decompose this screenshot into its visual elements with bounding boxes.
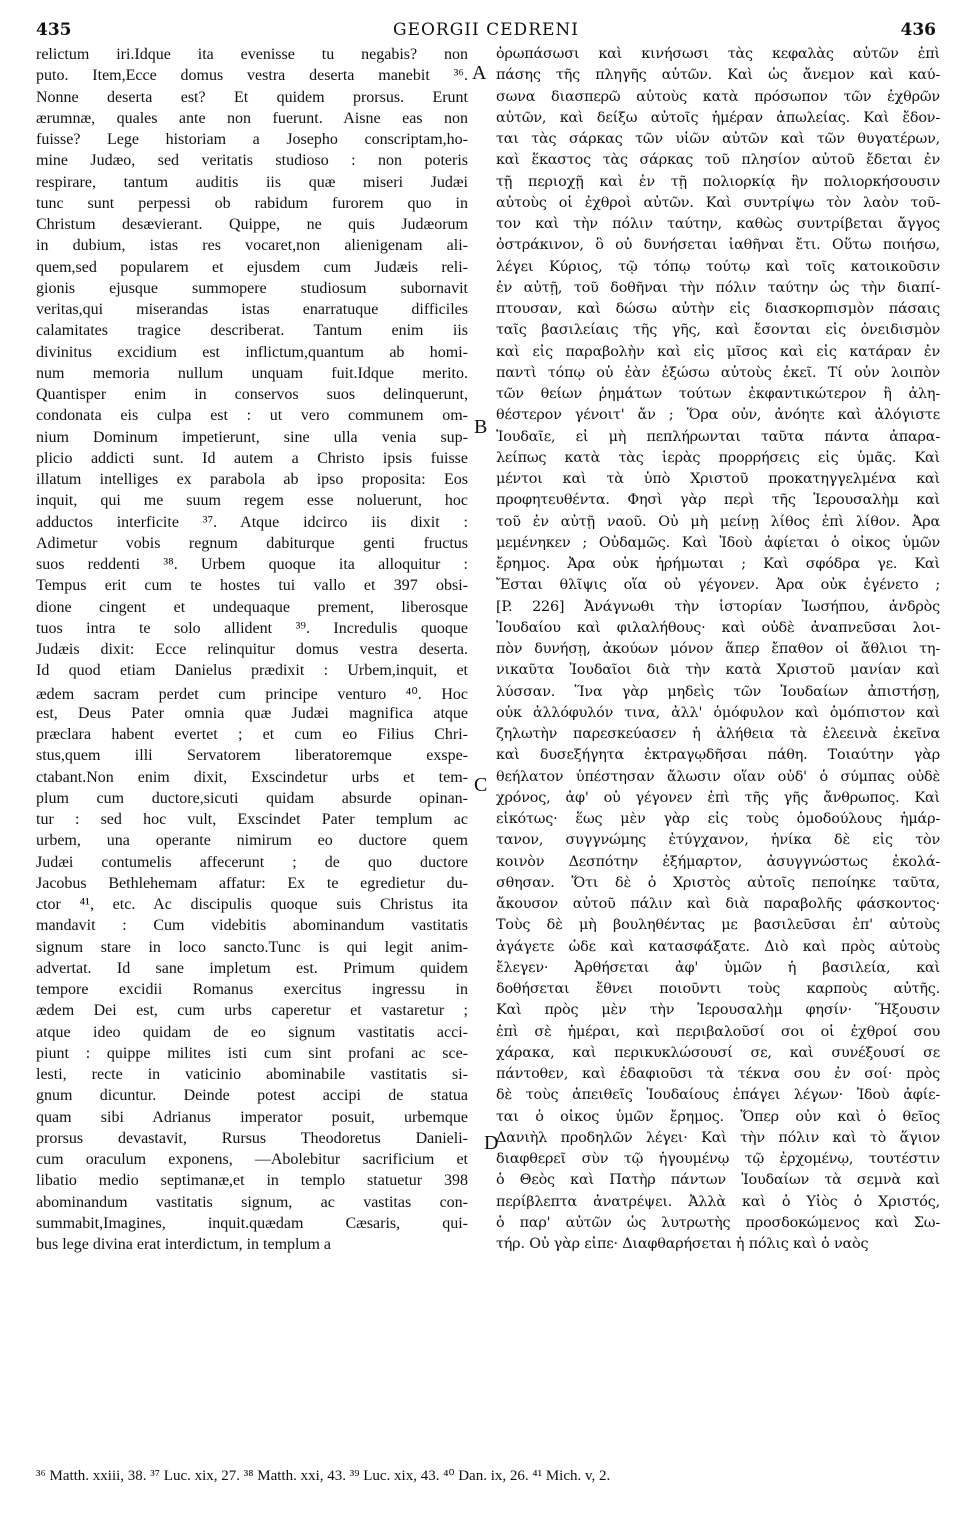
greek-text-line: ἀγάγετε ὧδε καὶ κατασφάξατε. Διὸ καὶ πρὸς αὐτοὺς: [496, 938, 940, 955]
greek-text-line: ὁ παρ' αὐτῶν ὡς λυτρωτὴς προσδοκώμενος καὶ Σω-: [496, 1214, 940, 1231]
greek-text-line: Καὶ πρὸς μὲν τὴν Ἱερουσαλὴμ φησίν· Ἥξουσιν: [496, 1002, 940, 1019]
greek-text-line: μεμένηκεν ; Οὐδαμῶς. Καὶ Ἰδοὺ ἀφίεται ὁ οἶκος ὑμῶν: [496, 534, 940, 551]
greek-text-line: πτουσαν, καὶ δώσω αὐτὴν εἰς διασκορπισμὸν πάσαις: [496, 301, 940, 317]
latin-text-line: num memoria nullum unquam fuit.Idque merito.: [36, 364, 468, 382]
greek-text-line: Ἰουδαίου καὶ φιλαλήθους· καὶ οὐδὲ ἀναπνεῦσαι λοι-: [496, 619, 940, 636]
latin-text-line: in dubium, istas res vocaret,non alienigenam ali-: [36, 237, 468, 255]
latin-text-line: Nonne deserta est? Et quidem prorsus. Erunt: [36, 88, 468, 106]
latin-text-line: tuos intra te solo allident ³⁹. Incredulis quoque: [36, 619, 468, 637]
latin-text-line: signum stare in loco sancto.Tunc is qui legit anim-: [36, 938, 468, 956]
latin-text-line: abominandum vastitatis signum, ac vastitas con-: [36, 1193, 468, 1211]
greek-text-line: τον καὶ τὴν πόλιν ταύτην, καθὼς συντρίβεται ἄγγος: [496, 216, 940, 232]
greek-text-line: τοῦ ἐν αὐτῇ ναοῦ. Οὐ μὴ μείνῃ λίθος ἐπὶ λίθον. Ἆρα: [496, 513, 940, 530]
greek-text-line: λύσσαν. Ἵνα γὰρ μηδεὶς τῶν Ἰουδαίων ἀπιστήσῃ,: [496, 683, 940, 700]
greek-text-line: Ἰουδαῖε, εἰ μὴ πεπλήρωνται ταῦτα πάντα ἀπαρα-: [496, 428, 940, 445]
latin-text-line: plicio addicti sunt. Id autem a Christo ipsis fuisse: [36, 449, 468, 467]
running-title: GEORGII CEDRENI: [393, 20, 579, 40]
greek-text-line: οὐκ ἀλλόφυλόν τινα, ἀλλ' ὁμόφυλον καὶ ὁμόπιστον καὶ: [496, 704, 940, 721]
greek-text-line: θεήλατον ὑπέστησαν ἄλωσιν οἵαν οὐδ' ὁ σύμπας οὐδὲ: [496, 768, 940, 785]
greek-text-line: πάσης τῆς πληγῆς αὐτῶν. Καὶ ὡς ἄνεμον καὶ καύ-: [496, 67, 940, 84]
latin-text-line: libatio medio septimanæ,et in templo statuetur 398: [36, 1172, 468, 1190]
latin-text-line: ærumnæ, quales ante non fuerunt. Aisne eas non: [36, 109, 468, 127]
latin-text-line: Judæi contumelis affecerunt ; de quo ductore: [36, 853, 468, 871]
greek-text-line: σωνα διασπερῶ αὐτοὺς κατὰ πρόσωπον τῶν ἐχθρῶν: [496, 88, 940, 105]
greek-text-line: ἄκουσον αὐτοῦ πάλιν καὶ διὰ παραβολῆς φάσκοντος·: [496, 896, 940, 912]
latin-text-line: plum cum ductore,sicuti quidam absurde opinan-: [36, 789, 468, 807]
greek-text-line: Τοὺς δὲ μὴ βουληθέντας με βασιλεῦσαι ἐπ' αὐτοὺς: [496, 917, 940, 934]
latin-text-line: lesti, recte in vaticinio abominabile vastitatis si-: [36, 1066, 468, 1083]
latin-text-line: præclara habent evertet ; et cum eo Filius Chri-: [36, 726, 468, 743]
greek-text-line: πὸν δυνήσῃ, ἀκούων μόνον ἅπερ ἔπαθον οἱ ἄθλιοι τη-: [496, 641, 940, 657]
greek-text-line: προφητευθέντα. Φησὶ γὰρ περὶ τῆς Ἱερουσαλὴμ καὶ: [496, 492, 940, 509]
latin-text-line: dione cingent et undequaque prement, liberosque: [36, 598, 468, 616]
latin-text-line: illatum intelliges ex parabola ab ipso proposita: Eos: [36, 471, 468, 488]
greek-text-line: καὶ δυσεξήγητα ἐκτραγῳδῆσαι πάθη. Τοιαύτην γὰρ: [496, 747, 940, 764]
latin-text-line: nium Dominum impetierunt, sine ulla venia sup-: [36, 428, 468, 446]
greek-text-line: αὐτῶν, καὶ δείξω αὐτοῖς ἡμέραν ἀπωλείας. Καὶ ἔδον-: [496, 109, 940, 126]
greek-text-line: καὶ εἰς παραβολὴν καὶ εἰς μῖσος καὶ εἰς κατάραν ἐν: [496, 343, 940, 360]
footnotes: ³⁶ Matth. xxiii, 38. ³⁷ Luc. xix, 27. ³⁸ Matth. xxi, 43. ³⁹ Luc. xix, 43. ⁴⁰ Dan. ix, 26. ⁴¹ Mich. v, 2.: [36, 1468, 611, 1484]
latin-text-line: stus,quem illi Servatorem liberatoremque exspe-: [36, 747, 468, 765]
latin-text-line: prorsus devastavit, Rursus Theodoretus Danieli-: [36, 1129, 468, 1147]
latin-text-line: mandavit : Cum videbitis abominandum vastitatis: [36, 917, 468, 935]
latin-text-line: summabit,Imagines, inquit.quædam Cæsaris, qui-: [36, 1214, 468, 1232]
latin-text-line: urbem, una operante nimirum eo ductore quem: [36, 832, 468, 850]
greek-text-line: ὀρωπάσωσι καὶ κινήσωσι τὰς κεφαλὰς αὐτῶν ἐπὶ: [496, 46, 940, 62]
greek-text-line: αὐτοὺς οἱ ἐχθροὶ αὐτῶν. Καὶ συντρίψω τὸν λαὸν τοῦ-: [496, 194, 940, 211]
latin-text-line: ctor ⁴¹, etc. Ac discipulis quoque suis Christus ita: [36, 896, 468, 913]
greek-text-line: νικαῦτα Ἰουδαῖοι διὰ τὴν κατὰ Χριστοῦ μανίαν καὶ: [496, 662, 940, 679]
latin-text-line: condonata eis culpa est : ut vero communem om-: [36, 407, 468, 425]
latin-text-line: advertat. Id sane impletum est. Primum quidem: [36, 959, 468, 977]
greek-text-line: Ἔσται θλῖψις οἵα οὐ γέγονεν. Ἆρα οὐκ ἐγένετο ;: [496, 577, 940, 594]
section-marker-d: D: [484, 1132, 499, 1154]
greek-text-line: χάρακα, καὶ περικυκλώσουσί σε, καὶ συνέξουσί σε: [496, 1044, 940, 1061]
latin-text-line: quem,sed popularem et ejusdem cum Judæis reli-: [36, 258, 468, 276]
section-marker-c: C: [474, 774, 488, 796]
latin-text-line: Id quod etiam Danielus prædixit : Urbem,inquit, et: [36, 662, 468, 680]
latin-text-line: Christum desævierant. Quippe, ne quis Judæorum: [36, 216, 468, 233]
latin-text-line: Adimetur vobis regnum dabiturque genti fructus: [36, 534, 468, 552]
greek-text-line: ται ὁ οἶκος ὑμῶν ἔρημος. Ὅπερ οὖν καὶ ὁ θεῖος: [496, 1108, 940, 1125]
greek-column: [496, 46, 940, 1414]
greek-text-line: παντὶ τόπῳ οὗ ἐὰν ἐξώσω αὐτοὺς ἐκεῖ. Τί οὖν λοιπὸν: [496, 364, 940, 381]
greek-text-line: δοθήσεται ἔθνει ποιοῦντι τοὺς καρποὺς αὐτῆς.: [496, 981, 940, 997]
latin-text-line: relictum iri.Idque ita evenisse tu negabis? non: [36, 46, 468, 63]
latin-text-line: tempore excidii Romanus exercitus ingressu in: [36, 981, 468, 998]
greek-text-line: ἐπὶ σὲ ἡμέραι, καὶ περιβαλοῦσί σοι οἱ ἐχθροί σου: [496, 1023, 940, 1040]
latin-text-line: gnum dicuntur. Deinde potest accipi de statua: [36, 1087, 468, 1105]
latin-text-line: tur : sed hoc vult, Exscindet Pater templum ac: [36, 811, 468, 828]
greek-text-line: χρόνος, ἀφ' οὗ γέγονεν ἐπὶ τῆς γῆς ἄνθρωπος. Καὶ: [496, 789, 940, 806]
greek-text-line: λέγει Κύριος, τῷ τόπῳ τούτῳ καὶ τοῖς κατοικοῦσιν: [496, 258, 940, 275]
latin-column: [36, 46, 468, 1414]
latin-text-line: inquit, qui me suum regem esse noluerunt, hoc: [36, 492, 468, 510]
greek-text-line: ὁ Θεὸς καὶ Πατὴρ πάντων Ἰουδαίων τὰ σεμνὰ καὶ: [496, 1172, 940, 1189]
greek-text-line: μέντοι καὶ τὰ ὑπὸ Χριστοῦ προκατηγγελμένα καὶ: [496, 471, 940, 487]
latin-text-line: divinitus excidium est inflictum,quantum ab homi-: [36, 343, 468, 361]
latin-text-line: suos reddenti ³⁸. Urbem quoque ita alloquitur :: [36, 556, 468, 573]
latin-text-line: ædem sacram perdet cum principe venturo ⁴⁰. Hoc: [36, 685, 468, 703]
greek-text-line: λείπως κατὰ τὰς ἱερὰς προρρήσεις εἰς ὑμᾶς. Καὶ: [496, 449, 940, 466]
latin-text-line: ctabant.Non enim dixit, Exscindetur urbs et tem-: [36, 768, 468, 786]
latin-text-line: gionis ejusque summopere studiosum subornavit: [36, 279, 468, 297]
greek-text-line: εἰκότως· ἕως μὲν γὰρ εἰς τοὺς ὁμοδούλους ἡμάρ-: [496, 811, 940, 827]
latin-text-line: atque ideo quidam de eo signum vastitatis acci-: [36, 1023, 468, 1041]
greek-text-line: ὀστράκινον, ὃ οὐ δυνήσεται ἰαθῆναι ἔτι. Οὕτω ποιήσω,: [496, 237, 940, 254]
latin-text-line: puto. Item,Ecce domus vestra deserta manebit ³⁶.: [36, 67, 468, 85]
latin-text-line: Judæis dixit: Ecce relinquitur domus vestra deserta.: [36, 641, 468, 658]
greek-text-line: [P. 226] Ἀνάγνωθι τὴν ἱστορίαν Ἰωσήπου, ἀνδρὸς: [496, 598, 940, 615]
latin-text-line: cum oraculum exponens, —Abolebitur sacrificium et: [36, 1151, 468, 1168]
latin-text-line: fuisse? Lege historiam a Josepho conscriptam,ho-: [36, 131, 468, 148]
greek-text-line: κοινὸν Δεσπότην ἐξήμαρτον, ἀσυγγνώστως ἐκολά-: [496, 853, 940, 870]
latin-text-line: adductos interficite ³⁷. Atque idcirco iis dixit :: [36, 513, 468, 531]
greek-text-line: σθησαν. Ὅτι δὲ ὁ Χριστὸς αὐτοῖς πεποίηκε ταῦτα,: [496, 874, 940, 891]
greek-text-line: περίβλεπτα ἀνατρέψει. Ἀλλὰ καὶ ὁ Υἱὸς ὁ Χριστός,: [496, 1193, 940, 1210]
greek-text-line: ἐν αὐτῇ, τοῦ δοθῆναι τὴν πόλιν ταύτην ὡς τὴν διαπί-: [496, 279, 940, 296]
latin-text-line: mine Judæo, sed veritatis studioso : non poteris: [36, 152, 468, 170]
greek-text-line: δὲ τοὺς ἀπειθεῖς Ἰουδαίους ἐπάγει λέγων· Ἰδοὺ ἀφίε-: [496, 1087, 940, 1104]
greek-text-line: τῶν θείων ῥημάτων τούτων ἐκφαντικώτερον ἢ ἀλη-: [496, 386, 940, 402]
page-number-right: 436: [900, 20, 936, 40]
latin-text-line: piunt : quippe milites isti cum sint profani ac sce-: [36, 1044, 468, 1062]
latin-text-line: bus lege divina erat interdictum, in templum a: [36, 1236, 332, 1253]
latin-text-line: Jacobus Bethlehemam affatur: Ex te egredietur du-: [36, 874, 468, 892]
page-number-left: 435: [36, 20, 72, 40]
greek-text-line: πάντοθεν, καὶ ἐδαφιοῦσι τὰ τέκνα σου ἐν σοί· πρὸς: [496, 1066, 940, 1082]
greek-text-line: τανον, συγγνώμης ἐτύγχανον, ἡνίκα δὲ εἰς τὸν: [496, 832, 940, 849]
latin-text-line: quam sibi Adrianus imperator posuit, urbemque: [36, 1108, 468, 1126]
latin-text-line: ædem Dei est, cum urbs caperetur et vastaretur ;: [36, 1002, 468, 1020]
greek-text-line: καὶ ἕκαστος τὰς σάρκας τοῦ πλησίον αὐτοῦ ἔδεται ἐν: [496, 152, 940, 169]
greek-text-line: Δανιὴλ προδηλῶν λέγει· Καὶ τὴν πόλιν καὶ τὸ ἅγιον: [496, 1129, 940, 1146]
latin-text-line: respirare, tantum auditis iis quæ miseri Judæi: [36, 173, 468, 191]
latin-text-line: calamitates tragice describerat. Tantum enim iis: [36, 322, 468, 340]
latin-text-line: veritas,qui miserandas istas enarratuque difficiles: [36, 301, 468, 318]
latin-text-line: est, Deus Pater omnia quæ Judæi magnifica atque: [36, 704, 468, 722]
greek-text-line: τήρ. Οὐ γὰρ εἶπε· Διαφθαρήσεται ἡ πόλις καὶ ὁ ναὸς: [496, 1236, 869, 1252]
latin-text-line: Quantisper enim in conservos suos delinquerunt,: [36, 386, 468, 403]
greek-text-line: ζηλωτὴν παρεσκεύασεν ἡ ἀλήθεια τὰ ἐλεεινὰ ἐκεῖνα: [496, 726, 940, 742]
running-header: [36, 20, 936, 42]
greek-text-line: διαφθερεῖ σὺν τῷ ἡγουμένῳ τῷ ἐρχομένῳ, τουτέστιν: [496, 1151, 940, 1167]
greek-text-line: ται τὰς σάρκας τῶν υἱῶν αὐτῶν καὶ τῶν θυγατέρων,: [496, 131, 940, 147]
section-marker-b: B: [474, 416, 488, 438]
greek-text-line: ἔρημος. Ἆρα οὐκ ἠρήμωται ; Καὶ σφόδρα γε. Καὶ: [496, 556, 940, 572]
section-marker-a: A: [472, 62, 487, 84]
greek-text-line: τῇ περιοχῇ καὶ ἐν τῇ πολιορκίᾳ ἣν πολιορκήσουσιν: [496, 173, 940, 190]
greek-text-line: ἔλεγεν· Ἀρθήσεται ἀφ' ὑμῶν ἡ βασιλεία, καὶ: [496, 959, 940, 976]
latin-text-line: tunc sunt perpessi ob rabidum furorem quo in: [36, 194, 468, 212]
latin-text-line: Tempus erit cum te hostes tui vallo et 397 obsi-: [36, 577, 468, 595]
greek-text-line: ταῖς βασιλείαις τῆς γῆς, καὶ ἔσονται εἰς ὀνειδισμὸν: [496, 322, 940, 339]
greek-text-line: θέστερον γένοιτ' ἄν ; Ὅρα οὖν, ἀνόητε καὶ ἀλόγιστε: [496, 407, 940, 424]
